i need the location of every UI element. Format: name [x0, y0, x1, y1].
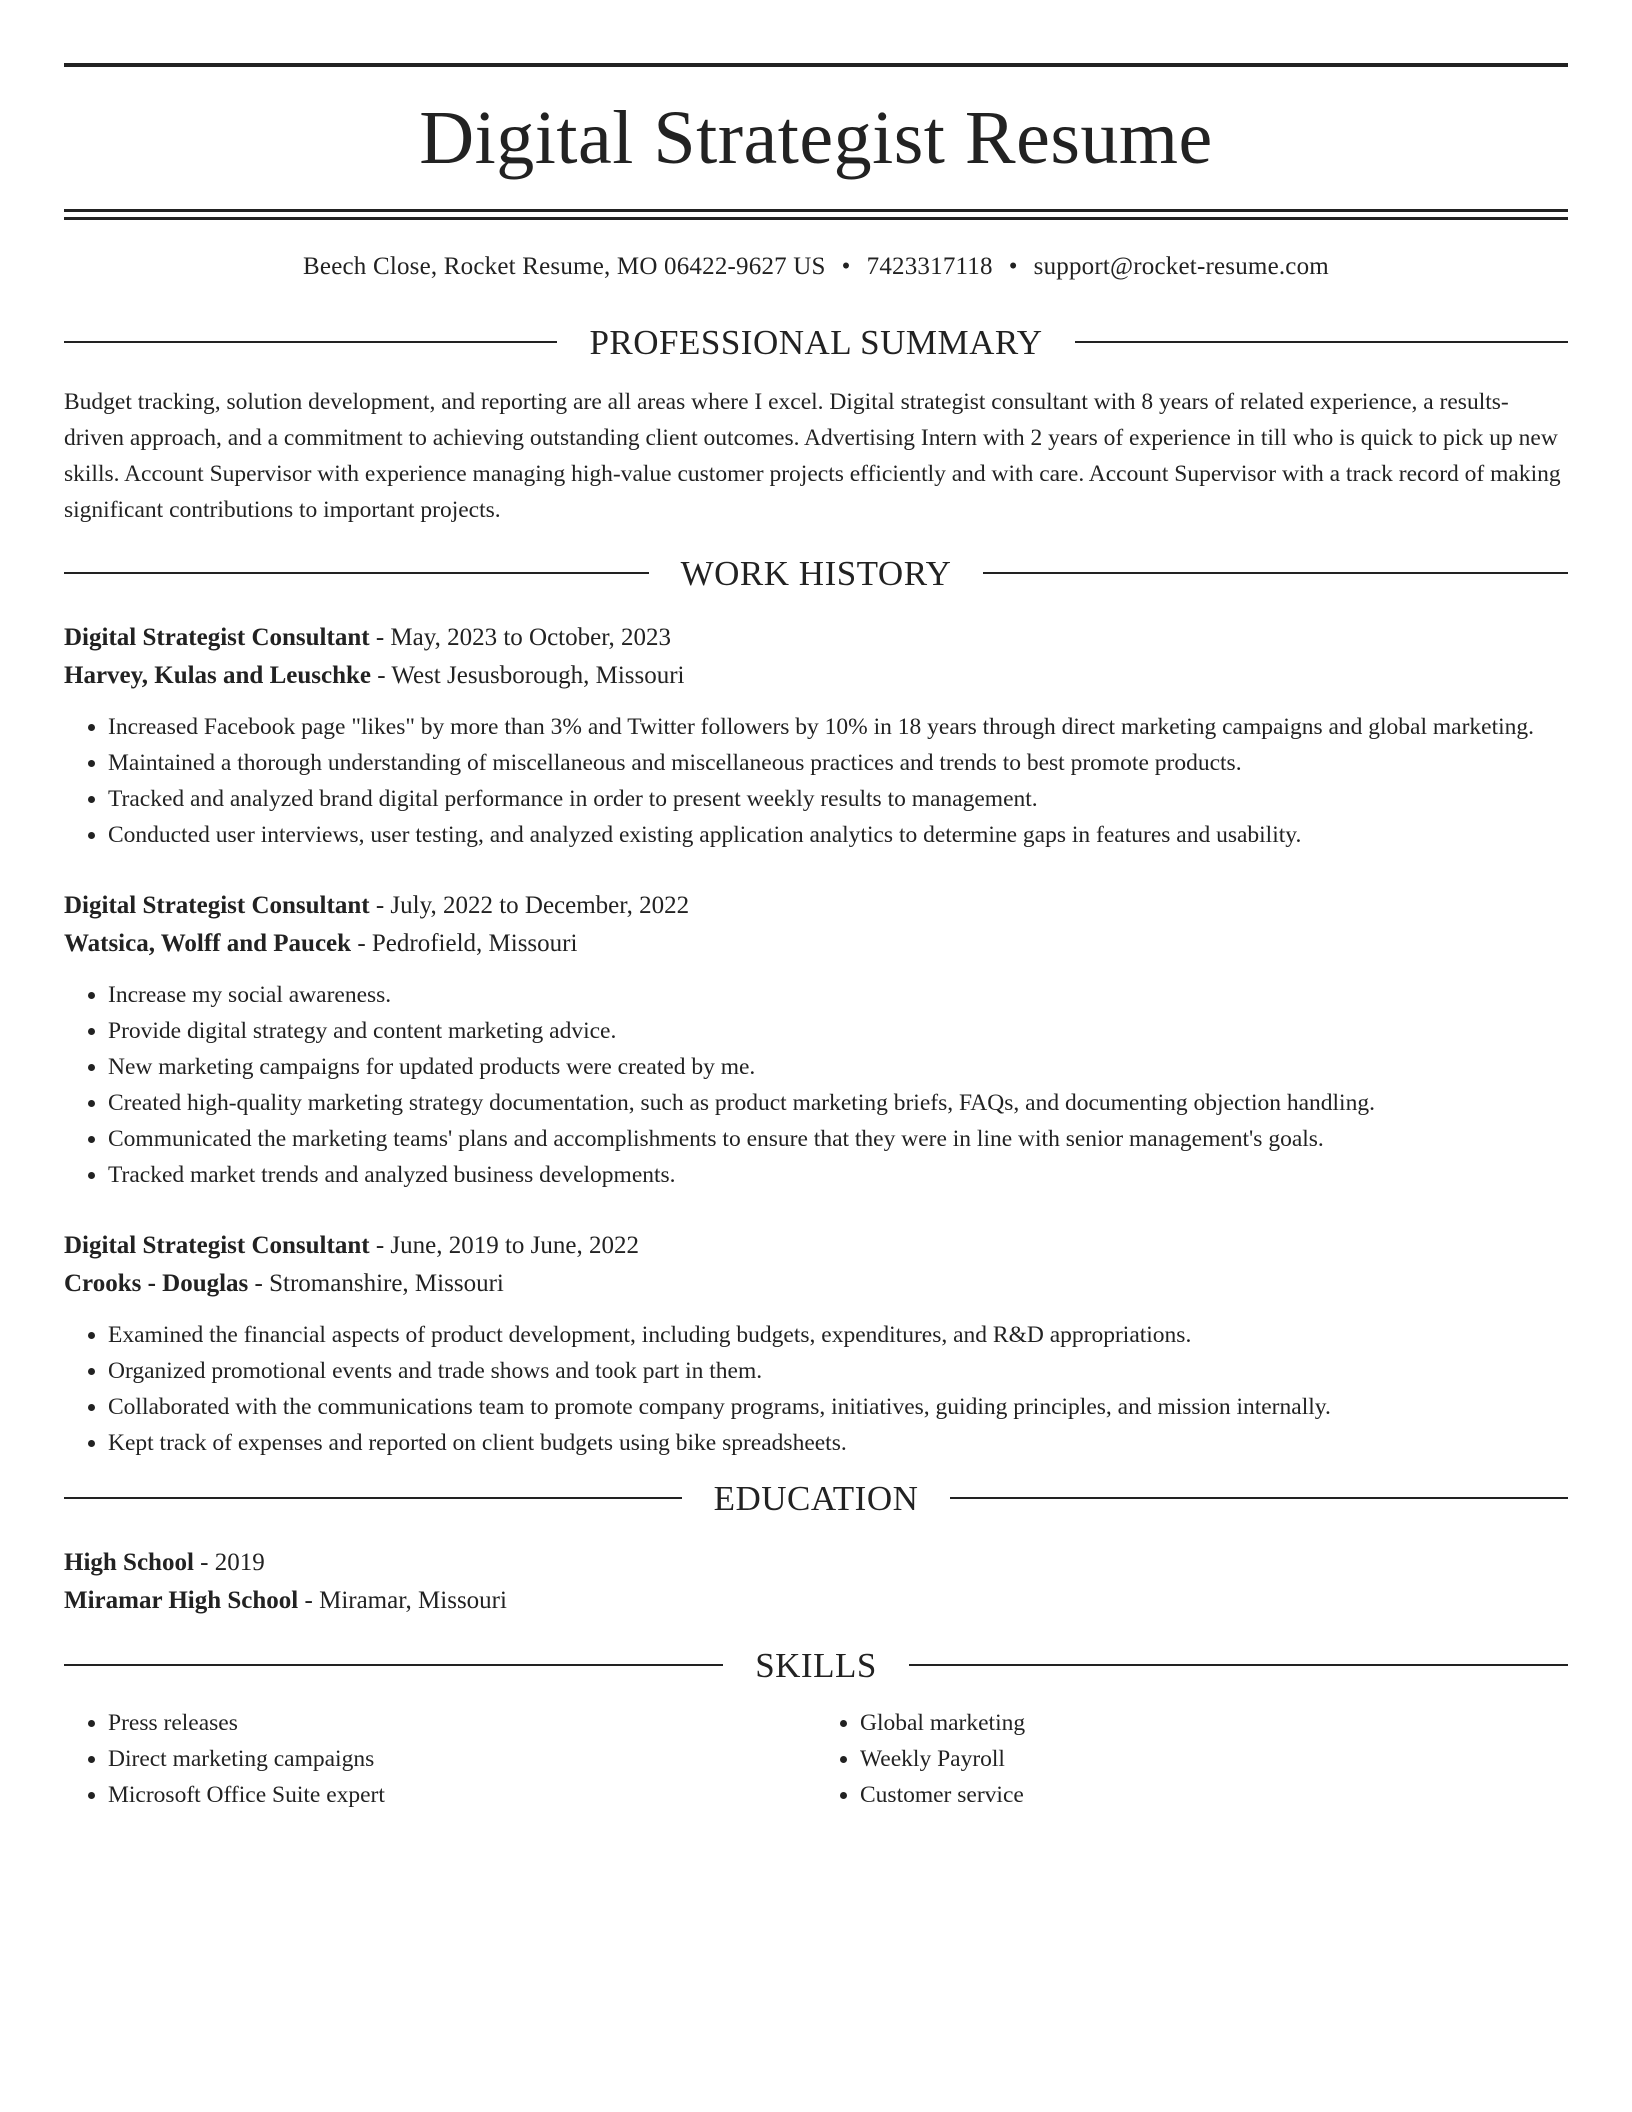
- list-item: • Provide digital strategy and content marketing advice.: [108, 1013, 1568, 1049]
- job-entry: [64, 1227, 1568, 1461]
- job-entry: [64, 887, 1568, 1193]
- education-year: - 2019: [193, 1548, 265, 1576]
- list-item: • Tracked market trends and analyzed business developments.: [108, 1157, 1568, 1193]
- job-bullets: [64, 977, 1568, 1193]
- job-title: Digital Strategist Consultant: [64, 891, 370, 919]
- heading-rule-left: [64, 341, 557, 343]
- heading-rule-left: [64, 572, 649, 574]
- skills-list-left: [64, 1705, 816, 1813]
- section-title-skills: SKILLS: [755, 1645, 877, 1685]
- education-entry: [64, 1544, 1568, 1620]
- job-company-line: [64, 1265, 1568, 1303]
- contact-separator: •: [841, 252, 851, 280]
- list-item: • Organized promotional events and trade shows and took part in them.: [108, 1353, 1568, 1389]
- job-location: - West Jesusborough, Missouri: [371, 661, 685, 689]
- job-title: Digital Strategist Consultant: [64, 1231, 370, 1259]
- job-title-line: [64, 619, 1568, 657]
- heading-rule-right: [909, 1664, 1568, 1666]
- contact-separator: •: [1008, 252, 1018, 280]
- section-title-education: EDUCATION: [713, 1478, 919, 1518]
- skills-columns: [64, 1705, 1568, 1813]
- section-heading-education: [64, 1478, 1568, 1518]
- list-item: • Tracked and analyzed brand digital performance in order to present weekly results to management.: [108, 781, 1568, 817]
- list-item: • Collaborated with the communications team to promote company programs, initiatives, guiding principles, and mission internally.: [108, 1389, 1568, 1425]
- section-heading-summary: [64, 322, 1568, 362]
- list-item: • Increase my social awareness.: [108, 977, 1568, 1013]
- resume-page: [64, 0, 1568, 1813]
- section-heading-work: [64, 553, 1568, 593]
- skills-list-right: [816, 1705, 1568, 1813]
- job-company-line: [64, 925, 1568, 963]
- heading-rule-right: [1075, 341, 1568, 343]
- job-bullets: [64, 1317, 1568, 1461]
- skill-item: • Global marketing: [860, 1705, 1568, 1741]
- job-location: - Pedrofield, Missouri: [351, 929, 578, 957]
- heading-rule-right: [983, 572, 1568, 574]
- skill-item: • Customer service: [860, 1777, 1568, 1813]
- heading-rule-right: [950, 1497, 1568, 1499]
- job-dates: - July, 2022 to December, 2022: [369, 891, 690, 919]
- job-location: - Stromanshire, Missouri: [248, 1269, 504, 1297]
- education-degree: High School: [64, 1548, 194, 1576]
- job-title-line: [64, 887, 1568, 925]
- list-item: • Conducted user interviews, user testing, and analyzed existing application analytics to determine gaps in features and usability.: [108, 817, 1568, 853]
- job-dates: - May, 2023 to October, 2023: [369, 623, 672, 651]
- job-title: Digital Strategist Consultant: [64, 623, 370, 651]
- job-bullets: [64, 709, 1568, 853]
- skill-item: • Weekly Payroll: [860, 1741, 1568, 1777]
- heading-rule-left: [64, 1664, 723, 1666]
- resume-title: Digital Strategist Resume: [419, 96, 1213, 180]
- list-item: • Examined the financial aspects of product development, including budgets, expenditures, and R&D appropriations.: [108, 1317, 1568, 1353]
- job-entry: [64, 619, 1568, 853]
- title-double-rule: [64, 209, 1568, 220]
- list-item: • Maintained a thorough understanding of miscellaneous and miscellaneous practices and trends to best promote products.: [108, 745, 1568, 781]
- list-item: • Kept track of expenses and reported on client budgets using bike spreadsheets.: [108, 1425, 1568, 1461]
- section-title-summary: PROFESSIONAL SUMMARY: [589, 322, 1043, 362]
- contact-address: Beech Close, Rocket Resume, MO 06422-9627 US: [303, 252, 826, 280]
- education-location: - Miramar, Missouri: [298, 1586, 507, 1614]
- section-title-work: WORK HISTORY: [680, 553, 952, 593]
- list-item: • New marketing campaigns for updated products were created by me.: [108, 1049, 1568, 1085]
- contact-email: support@rocket-resume.com: [1033, 252, 1329, 280]
- top-rule: [64, 63, 1568, 67]
- job-title-line: [64, 1227, 1568, 1265]
- contact-line: [64, 253, 1568, 281]
- work-history-list: [64, 619, 1568, 1461]
- skill-item: • Press releases: [108, 1705, 816, 1741]
- job-company-line: [64, 657, 1568, 695]
- heading-rule-left: [64, 1497, 682, 1499]
- education-school: Miramar High School: [64, 1586, 299, 1614]
- skill-item: • Direct marketing campaigns: [108, 1741, 816, 1777]
- job-company: Harvey, Kulas and Leuschke: [64, 661, 371, 689]
- job-company: Crooks - Douglas: [64, 1269, 249, 1297]
- contact-phone: 7423317118: [866, 252, 993, 280]
- section-heading-skills: [64, 1645, 1568, 1685]
- education-degree-line: [64, 1544, 1568, 1582]
- job-company: Watsica, Wolff and Paucek: [64, 929, 352, 957]
- job-dates: - June, 2019 to June, 2022: [369, 1231, 639, 1259]
- list-item: • Communicated the marketing teams' plans and accomplishments to ensure that they were in line with senior management's goals.: [108, 1121, 1568, 1157]
- skill-item: • Microsoft Office Suite expert: [108, 1777, 816, 1813]
- list-item: • Created high-quality marketing strategy documentation, such as product marketing briefs, FAQs, and documenting objection handling.: [108, 1085, 1568, 1121]
- education-school-line: [64, 1582, 1568, 1620]
- summary-text: Budget tracking, solution development, and reporting are all areas where I excel. Digital strategist consultant with 8 years of related experience, a results-driven approach, and a commitment to achieving outstanding client outcomes. Advertising Intern with 2 years of experience in till who is quick to pick up new skills. Account Supervisor with experience managing high-value customer projects efficiently and with care. Account Supervisor with a track record of making significant contributions to important projects.: [64, 388, 1561, 523]
- list-item: • Increased Facebook page "likes" by more than 3% and Twitter followers by 10% in 18 years through direct marketing campaigns and global marketing.: [108, 709, 1568, 745]
